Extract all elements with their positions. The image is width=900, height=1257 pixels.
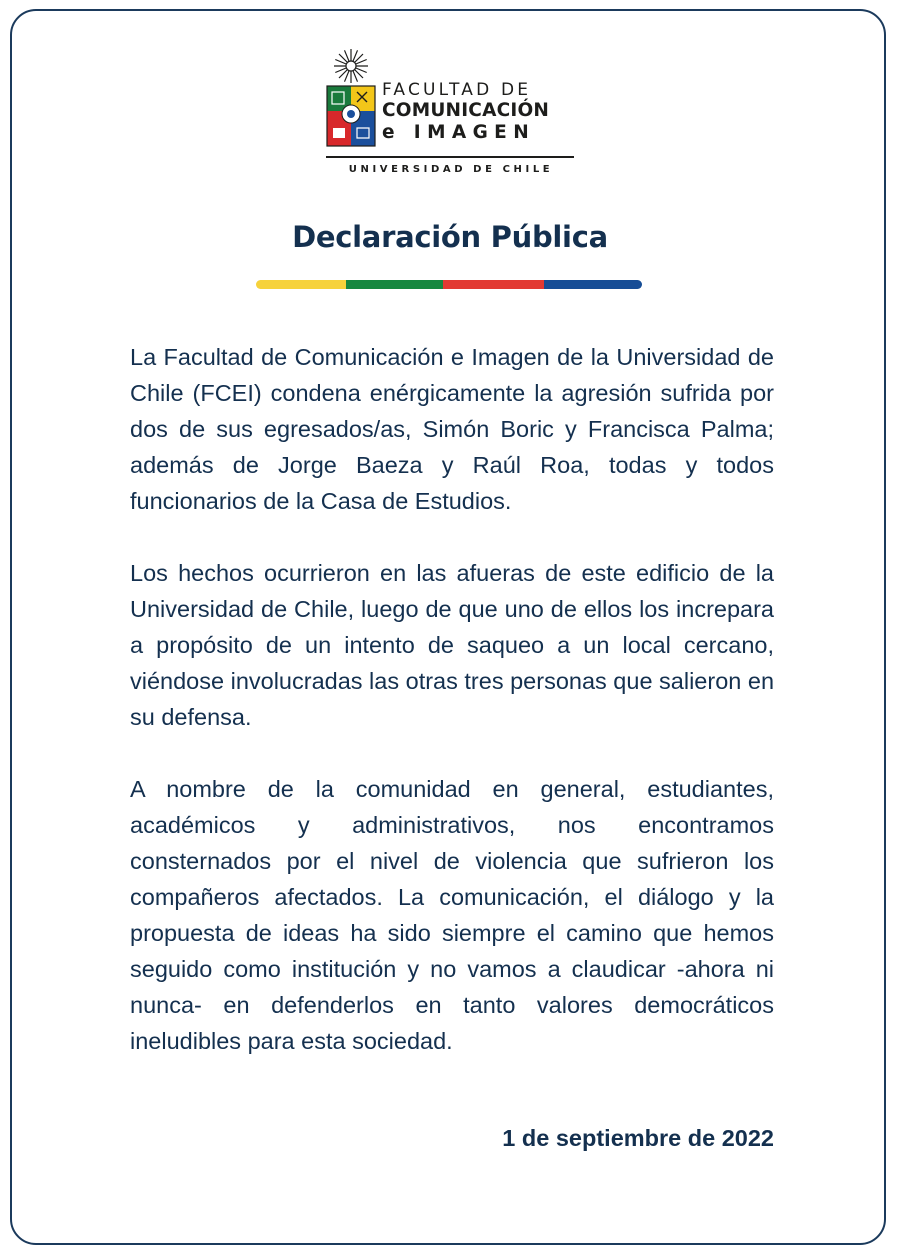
divider-red [443, 280, 544, 289]
paragraph-1: La Facultad de Comunicación e Imagen de la Universidad de Chile (FCEI) condena enérgicamente la agresión sufrida por dos de sus egresados/as, Simón Boric y Francisca Palma; además de Jorge Baeza y Raúl Roa, todas y todos funcionarios de la Casa de Estudios. [130, 344, 774, 514]
logo-university-name: UNIVERSIDAD DE CHILE [348, 164, 554, 175]
logo-line-faculty: FACULTAD DE [382, 80, 532, 100]
logo-line-communication: COMUNICACIÓN [382, 100, 550, 121]
paragraph-2: Los hechos ocurrieron en las afueras de este edificio de la Universidad de Chile, luego de que uno de ellos los increpara a propósito de un intento de saqueo a un local cercano, viéndose involucradas las otras tres personas que salieron en su defensa. [130, 560, 775, 730]
logo-divider [326, 156, 574, 158]
divider-yellow [256, 280, 346, 289]
declaration-body [130, 339, 774, 1059]
divider-green [346, 280, 443, 289]
divider-blue [544, 280, 642, 289]
page-title: Declaración Pública [292, 220, 608, 254]
declaration-date: 1 de septiembre de 2022 [502, 1125, 774, 1151]
logo-wordmark [382, 80, 576, 144]
university-coat-of-arms-icon [326, 46, 376, 156]
tricolor-divider [256, 280, 642, 289]
logo-line-image: e IMAGEN [382, 122, 536, 143]
paragraph-3: A nombre de la comunidad en general, estudiantes, académicos y administrativos, nos encontramos consternados por el nivel de violencia que sufrieron los compañeros afectados. La comunicación, el diálogo y la propuesta de ideas ha sido siempre el camino que hemos seguido como institución y no vamos a claudicar -ahora ni nunca- en defenderlos en tanto valores democráticos ineludibles para esta sociedad. [130, 776, 774, 1054]
faculty-logo [326, 46, 576, 178]
